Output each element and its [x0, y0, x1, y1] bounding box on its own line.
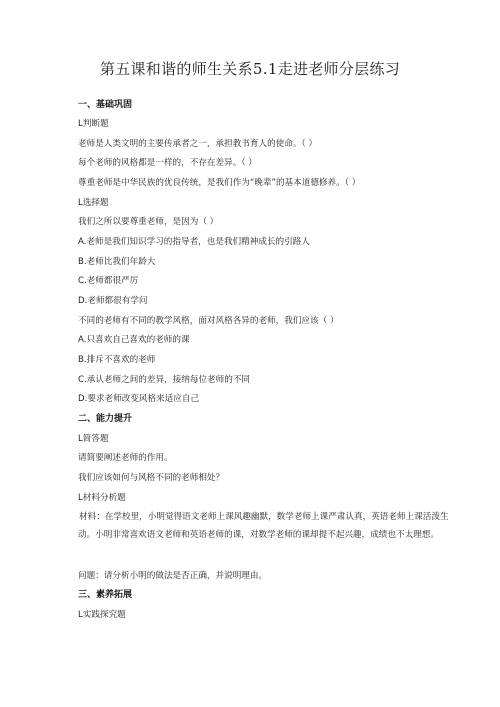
option-line: D.要求老师改变风格来适应自己 [78, 394, 200, 404]
subheading-practice-inquiry: L实践探究题 [78, 610, 126, 620]
section-heading-extension: 三、素养拓展 [78, 590, 133, 600]
section-heading-ability: 二、能力提升 [78, 414, 133, 424]
option-line: C.承认老师之间的差异，接纳每位老师的不同 [78, 375, 251, 385]
option-line: A.只喜欢自己喜欢的老师的课 [78, 335, 190, 345]
option-line: C.老师都很严厉 [78, 276, 139, 286]
subheading-multiple-choice: L选择题 [78, 198, 109, 208]
question-line: 我们应该如何与风格不同的老师相处？ [78, 473, 225, 483]
question-line: 不同的老师有不同的教学风格，面对风格各异的老师，我们应该（ ） [78, 316, 339, 326]
material-paragraph: 材料：在学校里，小明觉得语文老师上课风趣幽默，数学老师上课严肃认真，英语老师上课活泼生动。小明非常喜欢语文老师和英语老师的课，对数学老师的课却提不起兴趣，成绩也不太理想。 [78, 512, 449, 540]
question-line: 尊重老师是中华民族的优良传统，是我们作为“晚辈”的基本道德修养。（ ） [78, 178, 361, 188]
option-line: B.排斥不喜欢的老师 [78, 355, 156, 365]
question-line: 请简要阐述老师的作用。 [78, 453, 173, 463]
subheading-material-analysis: L材料分析题 [78, 493, 126, 503]
section-heading-basic: 一、基础巩固 [78, 100, 133, 110]
question-line: 我们之所以要尊重老师，是因为（ ） [78, 217, 219, 227]
question-line: 问题：请分析小明的做法是否正确，并说明理由。 [78, 571, 268, 581]
option-line: D.老师都很有学问 [78, 296, 148, 306]
subheading-short-answer: L简答题 [78, 434, 109, 444]
subheading-true-false: L判断题 [78, 119, 109, 129]
question-line: 每个老师的风格都是一样的，不存在差异。（ ） [78, 158, 257, 168]
page-title: 第五课和谐的师生关系5.1走进老师分层练习 [99, 60, 401, 78]
question-line: 老师是人类文明的主要传承者之一，承担教书育人的使命。（ ） [78, 139, 318, 149]
option-line: B.老师比我们年龄大 [78, 257, 156, 267]
option-line: A.老师是我们知识学习的指导者，也是我们精神成长的引路人 [78, 237, 310, 247]
